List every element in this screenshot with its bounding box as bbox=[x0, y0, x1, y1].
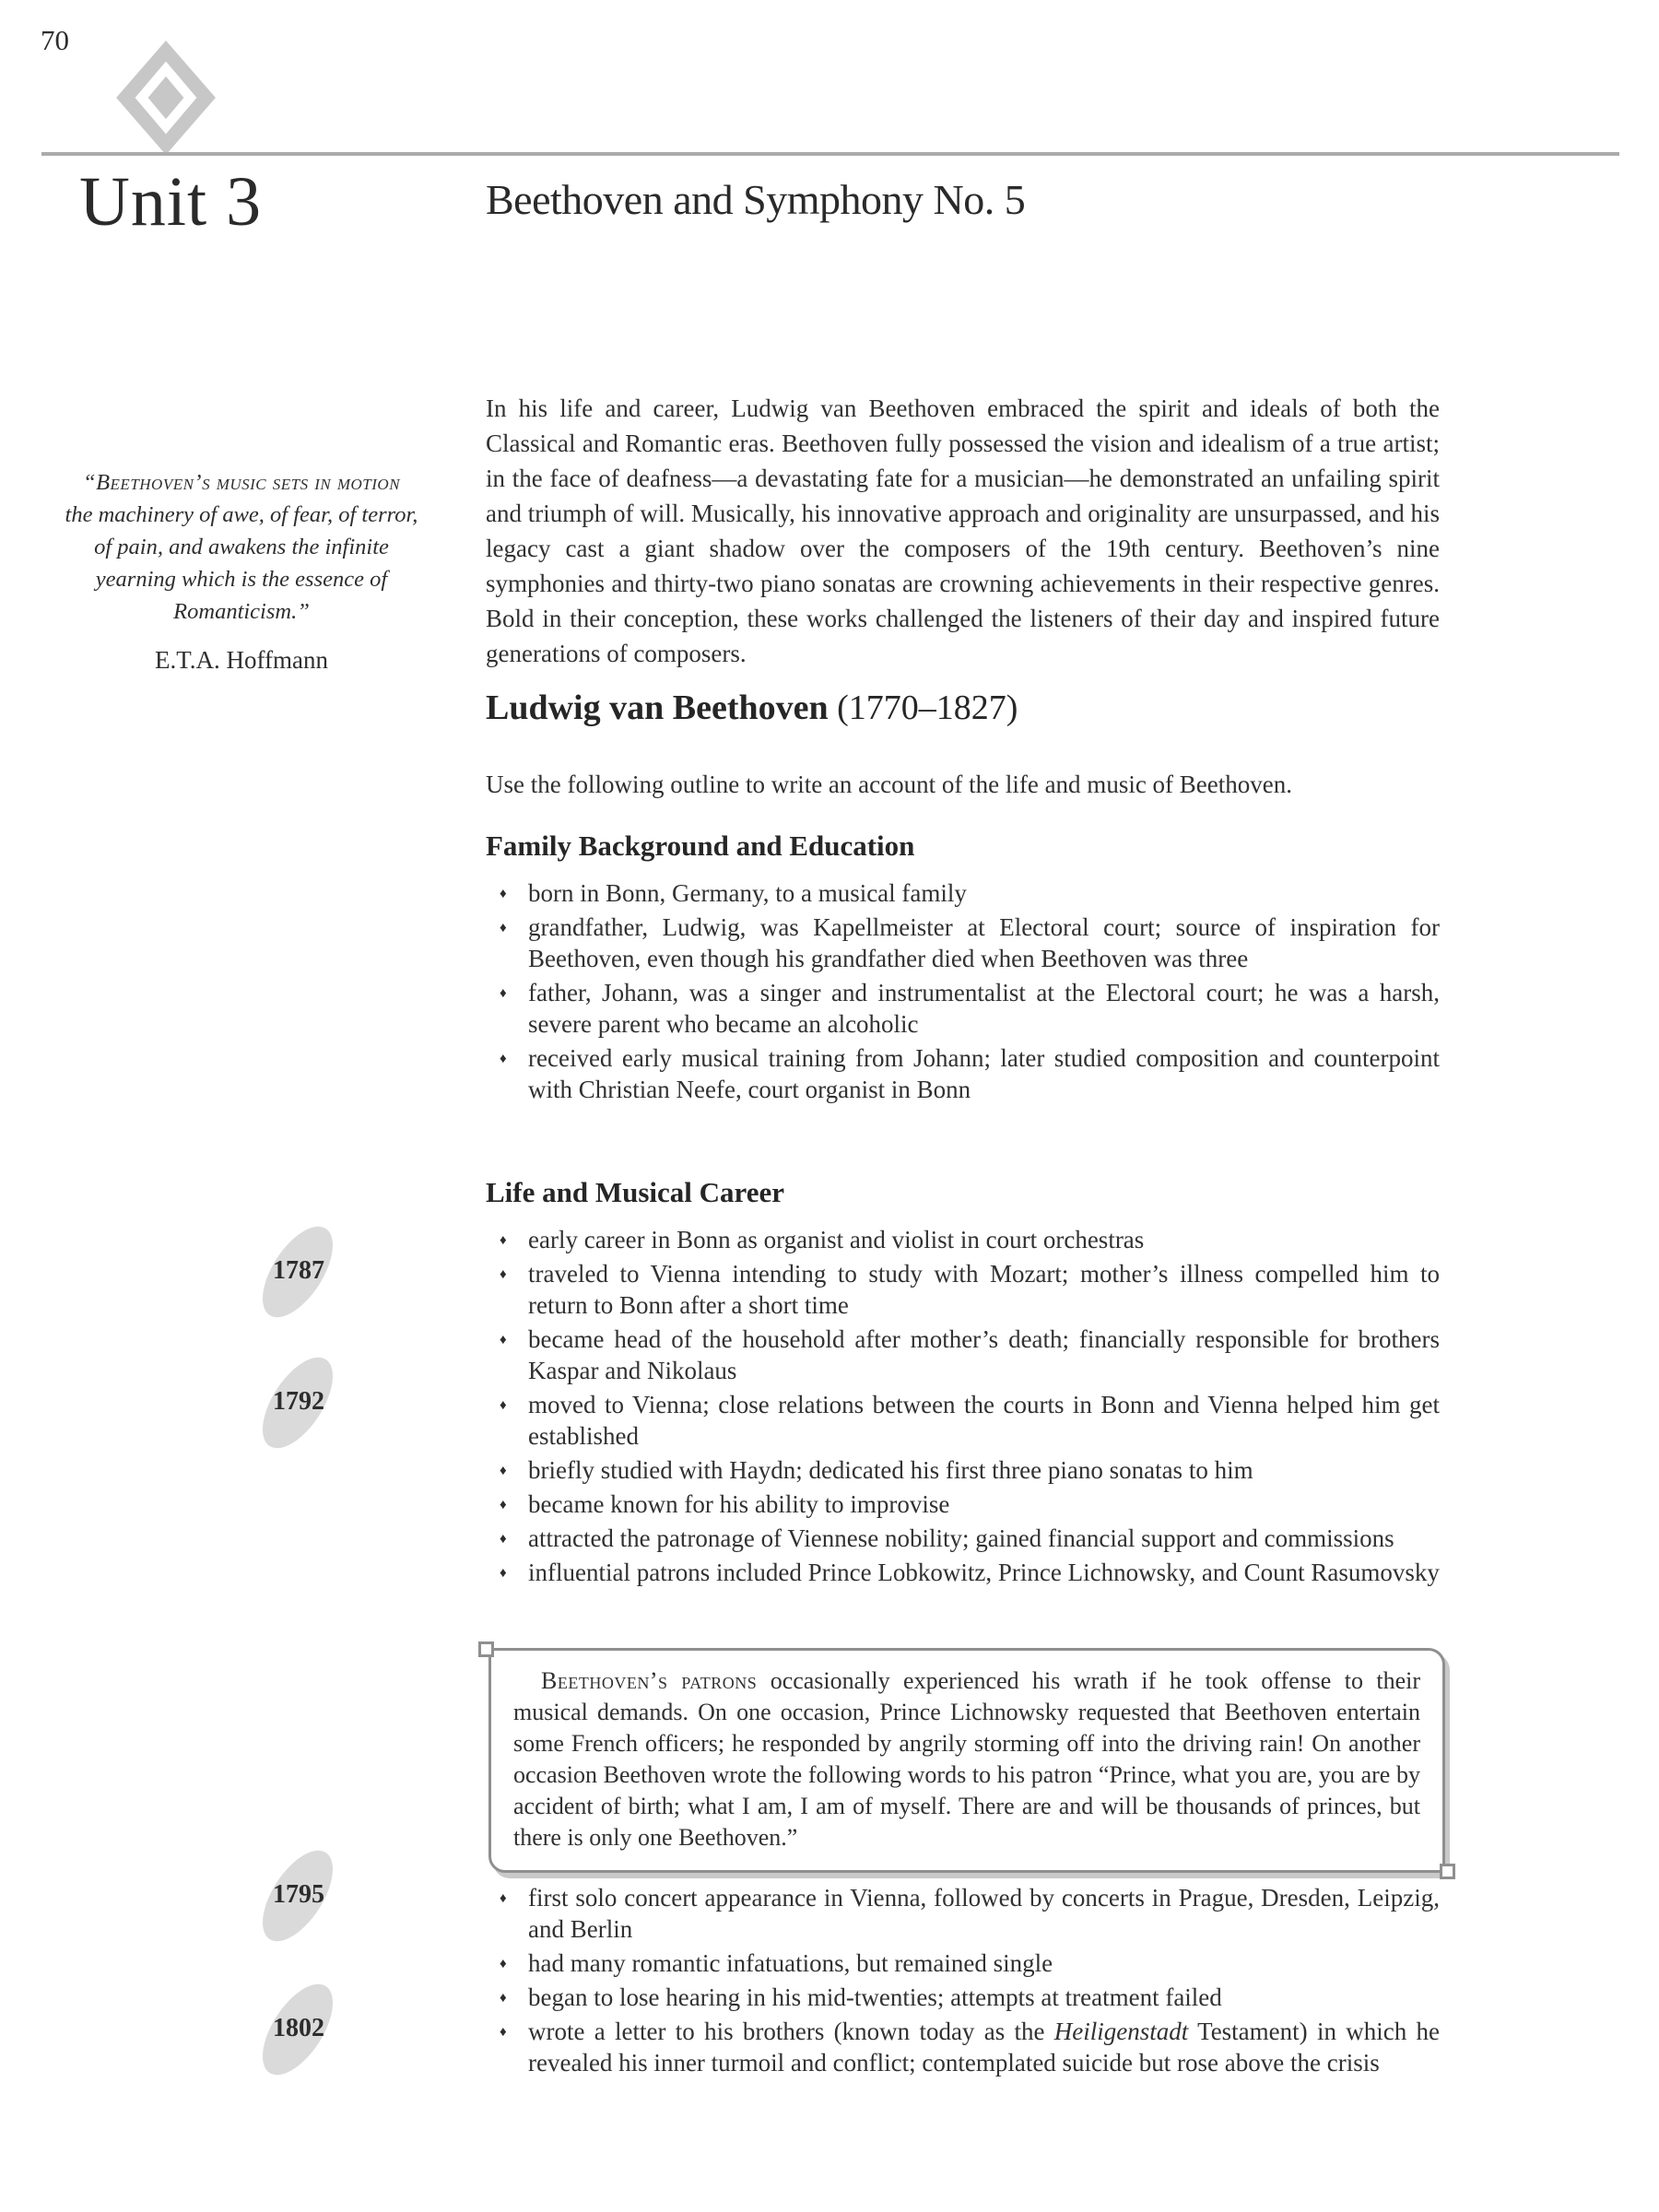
career-section bbox=[273, 1176, 1440, 1591]
list-item-text: grandfather, Ludwig, was Kapellmeister at Electoral court; source of inspiration for Beethoven, even though his grandfather died when Beethoven was three bbox=[528, 913, 1440, 972]
bullet-icon: ♦ bbox=[500, 921, 507, 935]
list-item bbox=[486, 1042, 1440, 1105]
list-item bbox=[486, 912, 1440, 974]
list-item bbox=[486, 1454, 1440, 1486]
bullet-icon: ♦ bbox=[500, 887, 507, 901]
quote-attribution: E.T.A. Hoffmann bbox=[155, 646, 328, 674]
year-marker-1802: 1802 bbox=[248, 2013, 349, 2044]
list-item bbox=[486, 1224, 1440, 1255]
bullet-icon: ♦ bbox=[500, 1957, 507, 1971]
list-item bbox=[486, 977, 1440, 1040]
career-section-continued bbox=[273, 1880, 1440, 2081]
diamond-ornament-icon bbox=[107, 41, 225, 155]
list-item-text: Testament) in which he revealed his inner turmoil and conflict; contemplated suicide but rose above the crisis bbox=[528, 2018, 1440, 2077]
quote-line: the machinery of awe, of fear, of terror, bbox=[65, 502, 418, 527]
career-section-heading: Life and Musical Career bbox=[486, 1176, 785, 1208]
callout-lead-smallcaps: Beethoven’s patrons bbox=[541, 1667, 758, 1694]
patrons-callout-box bbox=[488, 1648, 1445, 1873]
bullet-icon: ♦ bbox=[500, 1566, 507, 1581]
family-section bbox=[486, 830, 1440, 1108]
bullet-icon: ♦ bbox=[500, 1398, 507, 1413]
bullet-icon: ♦ bbox=[500, 1233, 507, 1248]
list-item bbox=[273, 1387, 1440, 1452]
list-item-text: received early musical training from Johann; later studied composition and counterpoint with Christian Neefe, court organist in Bonn bbox=[528, 1044, 1440, 1103]
career-outline-list bbox=[273, 1224, 1440, 1588]
career-outline-list-continued bbox=[273, 1880, 1440, 2078]
quote-line: yearning which is the essence of bbox=[95, 567, 388, 592]
bullet-icon: ♦ bbox=[500, 1991, 507, 2006]
list-item-text: briefly studied with Haydn; dedicated his first three piano sonatas to him bbox=[528, 1456, 1253, 1484]
bullet-icon: ♦ bbox=[500, 986, 507, 1001]
list-item-text: had many romantic infatuations, but remained single bbox=[528, 1949, 1053, 1977]
bullet-icon: ♦ bbox=[500, 1891, 507, 1906]
callout-body: occasionally experienced his wrath if he took offense to their musical demands. On one occasion, Prince Lichnowsky requested that Beethoven entertain some French officers; he responded by angrily storming off into the driving rain! On another occasion Beethoven wrote the following words to his patron “Prince, what you are, you are by accident of birth; what I am, I am of myself. There are and will be thousands of princes, but there is only one Beethoven.” bbox=[513, 1667, 1421, 1851]
year-marker-1792: 1792 bbox=[248, 1386, 349, 1418]
family-section-heading: Family Background and Education bbox=[486, 830, 915, 862]
list-item-text: first solo concert appearance in Vienna, followed by concerts in Prague, Dresden, Leipzig, and Berlin bbox=[528, 1884, 1440, 1943]
page-number: 70 bbox=[41, 24, 69, 56]
bullet-icon: ♦ bbox=[500, 1498, 507, 1512]
list-item bbox=[273, 2014, 1440, 2078]
list-item-text: wrote a letter to his brothers (known today as the bbox=[528, 2018, 1054, 2045]
list-item-text: began to lose hearing in his mid-twenties; attempts at treatment failed bbox=[528, 1983, 1222, 2011]
bullet-icon: ♦ bbox=[500, 1267, 507, 1282]
box-corner-ornament-icon bbox=[478, 1641, 494, 1657]
year-marker-1787: 1787 bbox=[248, 1255, 349, 1287]
list-item bbox=[486, 1324, 1440, 1386]
list-item bbox=[486, 1488, 1440, 1520]
box-corner-ornament-icon bbox=[1440, 1864, 1455, 1879]
year-marker-1795: 1795 bbox=[248, 1879, 349, 1911]
instruction-text: Use the following outline to write an account of the life and music of Beethoven. bbox=[486, 771, 1293, 798]
bullet-icon: ♦ bbox=[500, 1052, 507, 1066]
list-item-text: became head of the household after mother’s death; financially responsible for brothers Kaspar and Nikolaus bbox=[528, 1325, 1440, 1384]
composer-heading bbox=[486, 688, 1018, 728]
margin-quote bbox=[31, 466, 452, 677]
list-item bbox=[486, 1523, 1440, 1554]
list-item-text: born in Bonn, Germany, to a musical family bbox=[528, 879, 967, 907]
quote-line: Romanticism.” bbox=[173, 599, 310, 624]
page-title: Beethoven and Symphony No. 5 bbox=[486, 176, 1026, 223]
bullet-icon: ♦ bbox=[500, 2025, 507, 2040]
list-item-text: father, Johann, was a singer and instrumentalist at the Electoral court; he was a harsh, severe parent who became an alcoholic bbox=[528, 979, 1440, 1038]
composer-years: (1770–1827) bbox=[828, 688, 1018, 727]
quote-line: of pain, and awakens the infinite bbox=[94, 535, 389, 559]
bullet-icon: ♦ bbox=[500, 1464, 507, 1478]
list-item-text: traveled to Vienna intending to study with Mozart; mother’s illness compelled him to return to Bonn after a short time bbox=[528, 1260, 1440, 1319]
family-outline-list bbox=[486, 877, 1440, 1105]
list-item bbox=[486, 1947, 1440, 1979]
list-item-text: moved to Vienna; close relations between the courts in Bonn and Vienna helped him get established bbox=[528, 1391, 1440, 1450]
callout-text bbox=[513, 1665, 1420, 1853]
list-item bbox=[486, 1982, 1440, 2013]
bullet-icon: ♦ bbox=[500, 1532, 507, 1547]
list-item bbox=[486, 1557, 1440, 1588]
quote-line: “Beethoven’s music sets in motion bbox=[82, 470, 401, 495]
list-item-italic-text: Heiligenstadt bbox=[1053, 2018, 1189, 2045]
list-item-text: influential patrons included Prince Lobkowitz, Prince Lichnowsky, and Count Rasumovsky bbox=[528, 1559, 1440, 1586]
list-item-text: attracted the patronage of Viennese nobility; gained financial support and commissions bbox=[528, 1524, 1394, 1552]
header-rule bbox=[41, 152, 1619, 156]
list-item bbox=[273, 1256, 1440, 1321]
list-item bbox=[273, 1880, 1440, 1945]
composer-name: Ludwig van Beethoven bbox=[486, 688, 829, 727]
intro-paragraph: In his life and career, Ludwig van Beethoven embraced the spirit and ideals of both the Classical and Romantic eras. Beethoven fully possessed the vision and idealism of a true artist; in the face of deafness—a devastating fate for a musician—he demonstrated an unfailing spirit and triumph of will. Musically, his innovative approach and originality are unsurpassed, and his legacy cast a giant shadow over the composers of the 19th century. Beethoven’s nine symphonies and thirty-two piano sonatas are crowning achievements in their respective genres. Bold in their conception, these works challenged the listeners of their day and inspired future generations of composers. bbox=[486, 394, 1440, 667]
bullet-icon: ♦ bbox=[500, 1333, 507, 1347]
list-item-text: early career in Bonn as organist and violist in court orchestras bbox=[528, 1226, 1145, 1253]
unit-label: Unit 3 bbox=[79, 163, 263, 241]
list-item-text: became known for his ability to improvise bbox=[528, 1490, 950, 1518]
list-item bbox=[486, 877, 1440, 909]
